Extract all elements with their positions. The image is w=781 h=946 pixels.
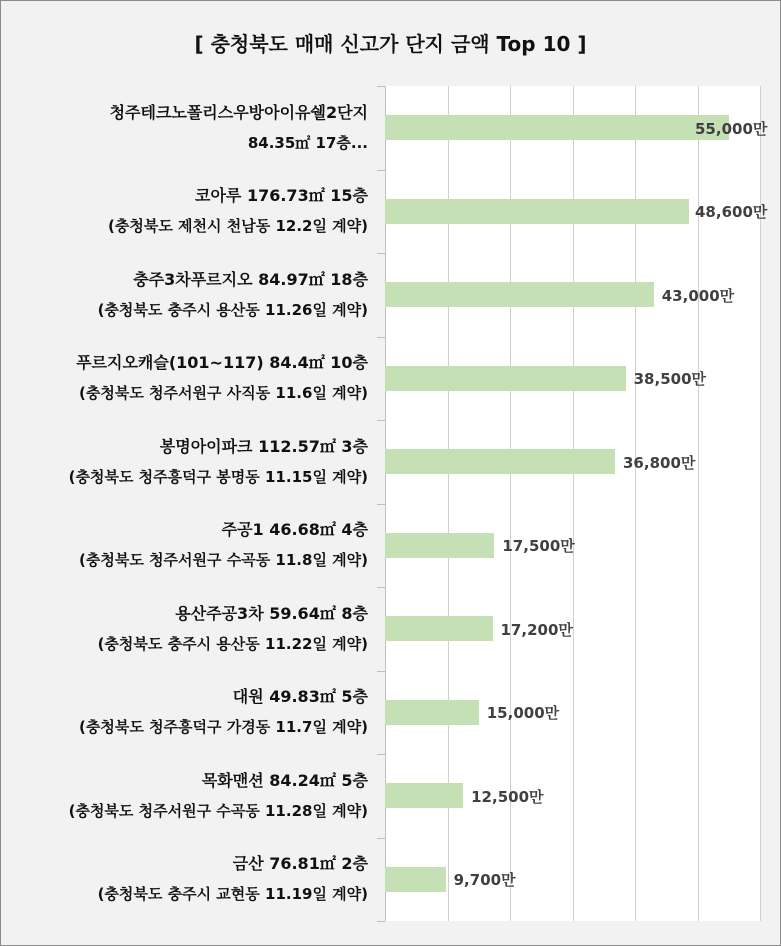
- category-tick: [377, 170, 385, 171]
- data-label: 38,500만: [633, 370, 706, 388]
- category-label-line2: (충청북도 제천시 천남동 12.2일 계약): [108, 217, 368, 235]
- category-label: [0, 515, 368, 575]
- category-tick: [377, 754, 385, 755]
- category-label: [0, 849, 368, 909]
- category-label-line2: (충청북도 청주흥덕구 가경동 11.7일 계약): [79, 718, 368, 736]
- category-label: [0, 682, 368, 742]
- category-label-line1: 대원 49.83㎡ 5층: [232, 687, 368, 706]
- category-label: [0, 599, 368, 659]
- data-label: 17,200만: [500, 621, 573, 639]
- data-label: 55,000만: [695, 120, 768, 138]
- data-label: 15,000만: [486, 704, 560, 722]
- bar: [385, 199, 689, 224]
- category-tick: [377, 504, 385, 505]
- category-label: [0, 432, 368, 492]
- bar: [385, 366, 626, 391]
- data-label: 12,500만: [471, 788, 544, 806]
- category-tick: [377, 253, 385, 254]
- data-label: 48,600만: [695, 203, 768, 221]
- category-label: [0, 181, 368, 241]
- bar: [385, 867, 446, 892]
- bar: [385, 616, 493, 641]
- category-label: [0, 766, 368, 826]
- bar: [385, 282, 654, 307]
- category-tick: [377, 671, 385, 672]
- bar: [385, 783, 463, 808]
- category-label-line2: (충청북도 충주시 교현동 11.19일 계약): [97, 885, 368, 903]
- category-label-line1: 목화맨션 84.24㎡ 5층: [201, 771, 368, 790]
- category-label-line2: (충청북도 청주흥덕구 봉명동 11.15일 계약): [68, 468, 368, 486]
- data-label: 17,500만: [502, 537, 575, 555]
- category-tick: [377, 337, 385, 338]
- category-label: [0, 348, 368, 408]
- category-label-line1: 코아루 176.73㎡ 15층: [195, 186, 368, 205]
- category-label-line2: (충청북도 충주시 용산동 11.26일 계약): [97, 301, 368, 319]
- bar: [385, 115, 729, 140]
- category-label: [0, 98, 368, 158]
- category-label-line1: 용산주공3차 59.64㎡ 8층: [175, 604, 368, 623]
- bar: [385, 700, 479, 725]
- category-tick: [377, 838, 385, 839]
- category-label-line2: 84.35㎡ 17층...: [247, 134, 368, 152]
- category-label-line1: 충주3차푸르지오 84.97㎡ 18층: [133, 270, 368, 289]
- category-label-line1: 주공1 46.68㎡ 4층: [221, 520, 368, 539]
- data-label: 36,800만: [623, 454, 696, 472]
- category-label-line1: 금산 76.81㎡ 2층: [232, 854, 368, 873]
- data-label: 9,700만: [453, 871, 516, 889]
- category-label-line2: (충청북도 청주서원구 사직동 11.6일 계약): [79, 384, 368, 402]
- chart-title: [ 충청북도 매매 신고가 단지 금액 Top 10 ]: [194, 32, 587, 56]
- category-label: [0, 265, 368, 325]
- category-tick: [377, 587, 385, 588]
- data-label: 43,000만: [661, 287, 735, 305]
- category-label-line2: (충청북도 청주서원구 수곡동 11.28일 계약): [68, 802, 368, 820]
- category-label-line1: 봉명아이파크 112.57㎡ 3층: [159, 437, 368, 456]
- category-tick: [377, 921, 385, 922]
- category-label-line2: (충청북도 충주시 용산동 11.22일 계약): [97, 635, 368, 653]
- category-label-line1: 청주테크노폴리스우방아이유쉘2단지: [109, 103, 368, 122]
- bar: [385, 533, 494, 558]
- category-label-line1: 푸르지오캐슬(101~117) 84.4㎡ 10층: [76, 353, 368, 372]
- category-label-line2: (충청북도 청주서원구 수곡동 11.8일 계약): [79, 551, 368, 569]
- bar: [385, 449, 615, 474]
- category-tick: [377, 86, 385, 87]
- category-tick: [377, 420, 385, 421]
